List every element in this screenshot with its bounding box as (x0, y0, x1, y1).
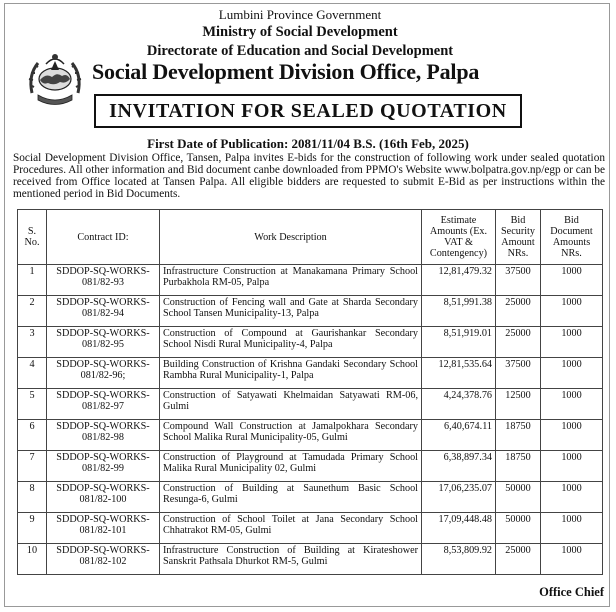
header-contract-id: Contract ID: (47, 210, 160, 265)
cell-sn: 3 (18, 327, 47, 358)
header-work-description: Work Description (160, 210, 422, 265)
cell-contract-id: SDDOP-SQ-WORKS-081/82-97 (47, 389, 160, 420)
cell-work: Construction of Fencing wall and Gate at Sharda Secondary School Tansen Municipality-13, Palpa (160, 296, 422, 327)
table-header-row (18, 210, 603, 265)
cell-contract-id: SDDOP-SQ-WORKS-081/82-98 (47, 420, 160, 451)
cell-document: 1000 (541, 513, 603, 544)
header-bid-security: Bid Security Amount NRs. (496, 210, 541, 265)
cell-sn: 7 (18, 451, 47, 482)
notice-banner: INVITATION FOR SEALED QUOTATION (94, 94, 522, 128)
cell-work: Infrastructure Construction of Building at Kirateshower Sanskrit Pathsala Dhurkot RM-5, Gulmi (160, 544, 422, 575)
cell-sn: 5 (18, 389, 47, 420)
cell-security: 18750 (496, 420, 541, 451)
table-row (18, 296, 603, 327)
cell-document: 1000 (541, 544, 603, 575)
cell-document: 1000 (541, 482, 603, 513)
cell-estimate: 17,09,448.48 (422, 513, 496, 544)
nepal-government-emblem-icon (24, 47, 86, 109)
cell-security: 25000 (496, 296, 541, 327)
cell-sn: 6 (18, 420, 47, 451)
cell-contract-id: SDDOP-SQ-WORKS-081/82-96; (47, 358, 160, 389)
cell-sn: 10 (18, 544, 47, 575)
cell-estimate: 12,81,535.64 (422, 358, 496, 389)
cell-estimate: 8,51,919.01 (422, 327, 496, 358)
table-row (18, 327, 603, 358)
government-name: Lumbini Province Government (218, 7, 382, 22)
cell-contract-id: SDDOP-SQ-WORKS-081/82-95 (47, 327, 160, 358)
intro-paragraph: Social Development Division Office, Tansen, Palpa invites E-bids for the construction of following work under sealed quotation Procedures. All other information and Bid document canbe downloaded from PPMO's Website www.bolpatra.gov.np/egp or can be received from Office located at Tansen Palpa. All eligible bidders are requested to submit E-Bid as per instructions within the mentioned period in Bid Documents. (13, 152, 605, 200)
cell-document: 1000 (541, 265, 603, 296)
cell-security: 50000 (496, 482, 541, 513)
cell-work: Construction of Satyawati Khelmaidan Satyawati RM-06, Gulmi (160, 389, 422, 420)
cell-work: Construction of Playground at Tamudada Primary School Malika Rural Municipality 02, Gulmi (160, 451, 422, 482)
directorate-name: Directorate of Education and Social Development (146, 43, 454, 59)
cell-contract-id: SDDOP-SQ-WORKS-081/82-101 (47, 513, 160, 544)
cell-sn: 1 (18, 265, 47, 296)
cell-estimate: 8,53,809.92 (422, 544, 496, 575)
cell-document: 1000 (541, 358, 603, 389)
cell-sn: 8 (18, 482, 47, 513)
table-row (18, 389, 603, 420)
cell-contract-id: SDDOP-SQ-WORKS-081/82-102 (47, 544, 160, 575)
cell-document: 1000 (541, 420, 603, 451)
cell-estimate: 8,51,991.38 (422, 296, 496, 327)
signature-office-chief: Office Chief (539, 585, 604, 599)
cell-document: 1000 (541, 327, 603, 358)
cell-security: 37500 (496, 358, 541, 389)
cell-work: Building Construction of Krishna Gandaki Secondary School Rambha Rural Municipality-1, Palpa (160, 358, 422, 389)
cell-security: 18750 (496, 451, 541, 482)
cell-work: Infrastructure Construction at Manakamana Primary School Purbakhola RM-05, Palpa (160, 265, 422, 296)
quotation-table (17, 209, 603, 575)
cell-sn: 9 (18, 513, 47, 544)
cell-document: 1000 (541, 389, 603, 420)
cell-work: Construction of Building at Saunethum Basic School Resunga-6, Gulmi (160, 482, 422, 513)
cell-security: 37500 (496, 265, 541, 296)
cell-sn: 2 (18, 296, 47, 327)
cell-security: 50000 (496, 513, 541, 544)
publication-date: First Date of Publication: 2081/11/04 B.S. (16th Feb, 2025) (147, 136, 469, 151)
cell-contract-id: SDDOP-SQ-WORKS-081/82-100 (47, 482, 160, 513)
table-row (18, 513, 603, 544)
cell-document: 1000 (541, 296, 603, 327)
table-row (18, 482, 603, 513)
cell-sn: 4 (18, 358, 47, 389)
cell-estimate: 6,40,674.11 (422, 420, 496, 451)
header-sn: S. No. (18, 210, 47, 265)
cell-work: Construction of Compound at Gaurishankar Secondary School Nisdi Rural Municipality-4, Palpa (160, 327, 422, 358)
table-row (18, 265, 603, 296)
cell-estimate: 17,06,235.07 (422, 482, 496, 513)
cell-security: 25000 (496, 544, 541, 575)
cell-contract-id: SDDOP-SQ-WORKS-081/82-94 (47, 296, 160, 327)
cell-work: Compound Wall Construction at Jamalpokhara Secondary School Malika Rural Municipality-05, Gulmi (160, 420, 422, 451)
cell-contract-id: SDDOP-SQ-WORKS-081/82-99 (47, 451, 160, 482)
cell-document: 1000 (541, 451, 603, 482)
cell-work: Construction of School Toilet at Jana Secondary School Chhatrakot RM-05, Gulmi (160, 513, 422, 544)
table-row (18, 544, 603, 575)
table-row (18, 420, 603, 451)
header-bid-document: Bid Document Amounts NRs. (541, 210, 603, 265)
cell-contract-id: SDDOP-SQ-WORKS-081/82-93 (47, 265, 160, 296)
cell-security: 12500 (496, 389, 541, 420)
cell-estimate: 12,81,479.32 (422, 265, 496, 296)
table-row (18, 451, 603, 482)
ministry-name: Ministry of Social Development (202, 24, 398, 40)
cell-security: 25000 (496, 327, 541, 358)
cell-estimate: 4,24,378.76 (422, 389, 496, 420)
header-estimate: Estimate Amounts (Ex. VAT & Contengency) (422, 210, 496, 265)
office-title: Social Development Division Office, Palpa (92, 59, 480, 84)
cell-estimate: 6,38,897.34 (422, 451, 496, 482)
table-row (18, 358, 603, 389)
